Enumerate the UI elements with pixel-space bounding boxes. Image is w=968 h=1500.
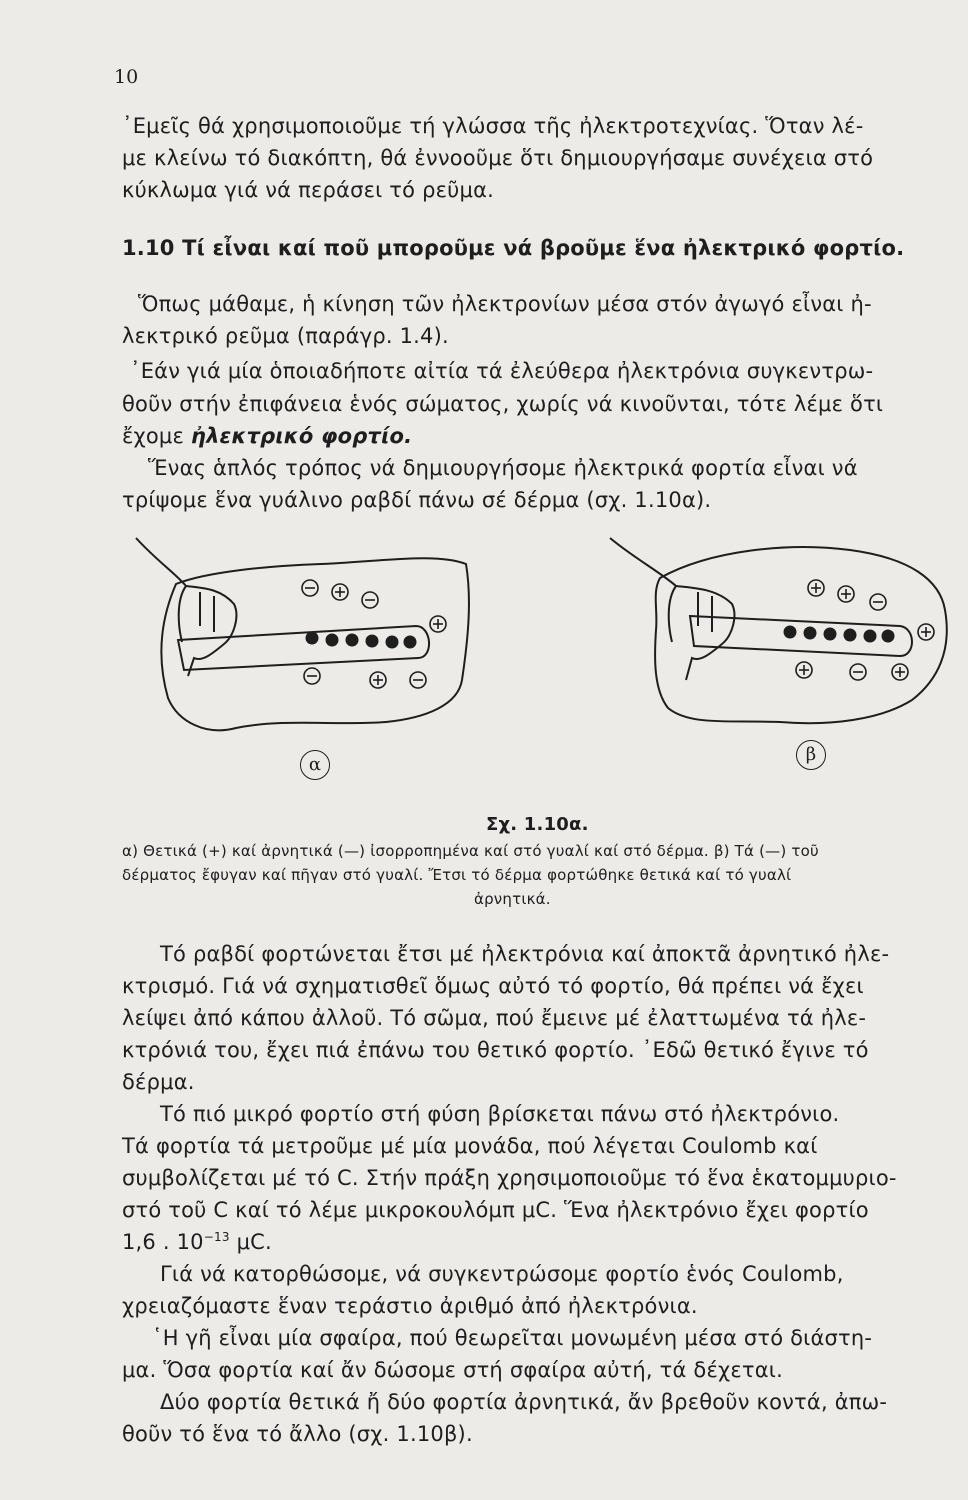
body-text: ἔχομε	[122, 424, 191, 448]
figure-caption-title: Σχ. 1.10α.	[486, 814, 589, 835]
charge-mantissa: 1,6 . 10	[122, 1230, 204, 1254]
body-line: λείψει ἀπό κάπου ἀλλοῦ. Τό σῶμα, πού ἔμεινε μέ ἐλαττωμένα τά ἠλε-	[122, 1006, 867, 1030]
figure-caption-line: δέρματος ἔφυγαν καί πῆγαν στό γυαλί. Ἔτσι τό δέρμα φορτώθηκε θετικά καί τό γυαλί	[122, 866, 792, 884]
leather-charges	[796, 580, 934, 680]
leather-charges	[302, 580, 446, 688]
body-line: Γιά νά κατορθώσομε, νά συγκεντρώσομε φορτίο ἑνός Coulomb,	[160, 1262, 844, 1286]
body-line: ᾿Εμεῖς θά χρησιμοποιοῦμε τή γλώσσα τῆς ἠλεκτροτεχνίας. Ὅταν λέ-	[122, 114, 864, 138]
charge-unit: μC.	[229, 1230, 272, 1254]
page-number: 10	[114, 66, 139, 88]
body-line: Ἕνας ἁπλός τρόπος νά δημιουργήσομε ἠλεκτρικά φορτία εἶναι νά	[148, 456, 858, 480]
body-line: λεκτρικό ρεῦμα (παράγρ. 1.4).	[122, 324, 449, 348]
body-line: Τό πιό μικρό φορτίο στή φύση βρίσκεται πάνω στό ἠλεκτρόνιο.	[160, 1102, 840, 1126]
body-line: κύκλωμα γιά νά περάσει τό ρεῦμα.	[122, 178, 494, 202]
body-line: με κλείνω τό διακόπτη, θά ἐννοοῦμε ὅτι δημιουργήσαμε συνέχεια στό	[122, 146, 874, 170]
body-line: Ὅπως μάθαμε, ἡ κίνηση τῶν ἠλεκτρονίων μέσα στόν ἀγωγό εἶναι ἠ-	[138, 292, 872, 316]
hand-outline	[136, 538, 236, 676]
key-term: ἠλεκτρικό φορτίο.	[190, 424, 413, 448]
leather-outline	[655, 547, 947, 723]
rod-charges	[784, 626, 894, 642]
body-line: Τό ραβδί φορτώνεται ἔτσι μέ ἠλεκτρόνια καί ἀποκτᾶ ἀρνητικό ἠλε-	[160, 942, 890, 966]
figure-b-label: β	[796, 740, 826, 770]
figure-caption-line: ἀρνητικά.	[474, 890, 551, 908]
body-line: χρειαζόμαστε ἕναν τεράστιο ἀριθμό ἀπό ἠλεκτρόνια.	[122, 1294, 698, 1318]
hand-outline	[610, 538, 734, 680]
charge-value	[122, 1230, 272, 1254]
figure-caption-line: α) Θετικά (+) καί ἀρνητικά (—) ἰσορροπημένα καί στό γυαλί καί στό δέρμα. β) Τά (—) τοῦ	[122, 842, 819, 860]
figure-b-illustration	[590, 530, 960, 780]
body-line: Τά φορτία τά μετροῦμε μέ μία μονάδα, πού λέγεται Coulomb καί	[122, 1134, 818, 1158]
body-line: θοῦν τό ἕνα τό ἄλλο (σχ. 1.10β).	[122, 1422, 473, 1446]
section-heading: 1.10 Τί εἶναι καί ποῦ μποροῦμε νά βροῦμε ἕνα ἠλεκτρικό φορτίο.	[122, 236, 905, 260]
glass-rod-outline	[690, 616, 912, 656]
body-line: θοῦν στήν ἐπιφάνεια ἑνός σώματος, χωρίς νά κινοῦνται, τότε λέμε ὅτι	[122, 392, 884, 416]
body-line: κτρισμό. Γιά νά σχηματισθεῖ ὅμως αὐτό τό φορτίο, θά πρέπει νά ἔχει	[122, 974, 864, 998]
body-line	[122, 424, 412, 448]
body-line: στό τοῦ C καί τό λέμε μικροκουλόμπ μC. Ἕνα ἠλεκτρόνιο ἔχει φορτίο	[122, 1198, 869, 1222]
body-line: μα. Ὅσα φορτία καί ἄν δώσομε στή σφαίρα αὐτή, τά δέχεται.	[122, 1358, 783, 1382]
body-line: κτρόνιά του, ἔχει πιά ἐπάνω του θετικό φορτίο. ᾿Εδῶ θετικό ἔγινε τό	[122, 1038, 869, 1062]
body-line: τρίψομε ἕνα γυάλινο ραβδί πάνω σέ δέρμα (σχ. 1.10α).	[122, 488, 712, 512]
figure-a-illustration	[116, 530, 482, 780]
body-line: Δύο φορτία θετικά ἤ δύο φορτία ἀρνητικά, ἄν βρεθοῦν κοντά, ἀπω-	[160, 1390, 888, 1414]
body-line: ῾Η γῆ εἶναι μία σφαίρα, πού θεωρεῖται μονωμένη μέσα στό διάστη-	[152, 1326, 873, 1350]
figure-a-label: α	[300, 750, 330, 780]
leather-outline	[161, 558, 469, 730]
body-line: δέρμα.	[122, 1070, 195, 1094]
body-line: συμβολίζεται μέ τό C. Στήν πράξη χρησιμοποιοῦμε τό ἕνα ἑκατομμυριο-	[122, 1166, 897, 1190]
body-line: ᾿Εάν γιά μία ὁποιαδήποτε αἰτία τά ἐλεύθερα ἠλεκτρόνια συγκεντρω-	[130, 359, 874, 383]
rod-charges	[306, 632, 416, 648]
charge-exponent: −13	[203, 1230, 230, 1244]
